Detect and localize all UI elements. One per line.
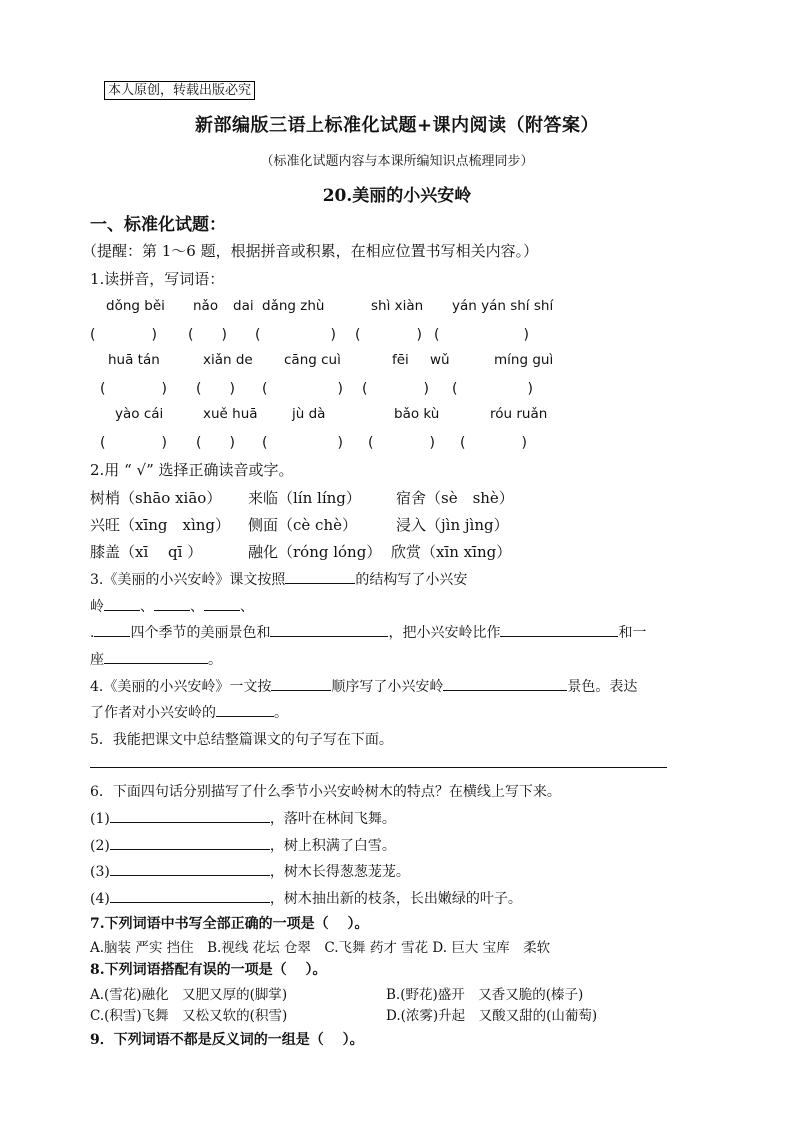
q6-prompt: 6．下面四句话分别描写了什么季节小兴安岭树木的特点？在横线上写下来。 [90,784,561,800]
answer-blank[interactable]: ( ) [355,327,422,343]
pinyin: cāng cuì [284,352,341,368]
fill-blank[interactable] [443,676,567,691]
document-title: 新部编版三语上标准化试题+课内阅读（附答案） [194,115,600,136]
answer-blank[interactable]: ( ) [90,327,157,343]
pinyin: yào cái [115,406,164,422]
reminder-note: （提醒：第 1～6 题，根据拼音或积累，在相应位置书写相关内容。） [82,242,539,260]
q1-prompt: 1.读拼音，写词语： [90,270,225,288]
fill-blank[interactable] [271,676,331,691]
pinyin: róu ruǎn [490,406,548,422]
fill-blank[interactable] [94,622,130,637]
lesson-title: 20.美丽的小兴安岭 [322,186,472,206]
pinyin: xuě huā [203,406,258,422]
fill-blank[interactable] [110,808,270,823]
fill-blank[interactable] [110,835,270,850]
fill-blank[interactable] [104,649,208,664]
answer-blank[interactable]: ( ) [255,327,336,343]
q2-choice[interactable]: 欣赏（xīn xīng） [391,543,512,561]
q2-choice[interactable]: 宿舍（sè shè） [396,489,514,507]
answer-blank[interactable]: ( ) [368,435,435,451]
pinyin: dǎng zhù [262,298,325,314]
q6-item: (4) ，树木抽出新的枝条，长出嫩绿的叶子。 [90,888,522,908]
q2-choice[interactable]: 兴旺（xīng xìng） [90,516,231,534]
q9-prompt: 9．下列词语不都是反义词的一组是（ ）。 [90,1032,364,1048]
fill-blank[interactable] [110,888,270,903]
fill-blank[interactable] [204,596,240,611]
answer-blank[interactable]: ( ) [362,381,429,397]
pinyin: dai [233,298,254,314]
q2-choice[interactable]: 浸入（jìn jìng） [396,516,509,534]
pinyin: nǎo [193,298,219,314]
answer-blank[interactable]: ( ) [262,435,343,451]
answer-blank[interactable]: ( ) [196,381,235,397]
pinyin: fēi [392,352,409,368]
document-subtitle: （标准化试题内容与本课所编知识点梳理同步） [260,154,534,169]
q2-choice[interactable]: 侧面（cè chè） [248,516,357,534]
copyright-stamp: 本人原创，转载出版必究 [104,81,255,100]
pinyin: jù dà [292,406,326,422]
q2-choice[interactable]: 融化（róng lóng） [248,543,382,561]
pinyin: xiǎn de [203,352,253,368]
pinyin: wǔ [430,352,450,368]
pinyin: yán yán shí shí [452,298,554,314]
answer-blank[interactable]: ( ) [262,381,343,397]
q2-choice[interactable]: 膝盖（xī qī ） [90,543,203,561]
answer-blank[interactable]: ( ) [100,435,167,451]
q3-line4: 座 。 [90,649,222,669]
answer-blank[interactable]: ( ) [434,327,529,343]
q2-choice[interactable]: 树梢（shāo xiāo） [90,489,222,507]
q3-line3: . 四个季节的美丽景色和 ，把小兴安岭比作 和一 [90,622,646,642]
fill-blank[interactable] [500,622,618,637]
fill-blank[interactable] [110,861,270,876]
q2-choice[interactable]: 来临（lín líng） [248,489,361,507]
q8-option-a[interactable]: A.(雪花)融化 又肥又厚的(脚掌) [90,987,288,1003]
fill-blank[interactable] [270,622,388,637]
fill-blank[interactable] [104,596,140,611]
fill-blank[interactable] [285,569,355,584]
q3-line1: 3.《美丽的小兴安岭》课文按照 的结构写了小兴安 [90,569,467,589]
pinyin: dǒng běi [106,298,165,314]
q6-item: (2) ，树上积满了白雪。 [90,835,396,855]
answer-blank[interactable]: ( ) [460,435,527,451]
q5-prompt: 5．我能把课文中总结整篇课文的句子写在下面。 [90,732,393,748]
q2-prompt: 2.用 “ √” 选择正确读音或字。 [90,461,294,479]
q3-line2: 岭 、 、 、 [90,596,254,616]
answer-blank[interactable]: ( ) [452,381,533,397]
q6-item: (3) ，树木长得葱葱茏茏。 [90,861,410,881]
answer-blank[interactable]: ( ) [100,381,167,397]
q8-option-d[interactable]: D.(浓雾)升起 又酸又甜的(山葡萄) [386,1008,598,1024]
pinyin: bǎo kù [394,406,440,422]
q8-option-b[interactable]: B.(野花)盛开 又香又脆的(榛子) [386,987,584,1003]
q4-line2: 了作者对小兴安岭的 。 [90,702,288,722]
q6-item: (1) ，落叶在林间飞舞。 [90,808,396,828]
section-heading: 一、标准化试题： [90,215,226,235]
pinyin: shì xiàn [371,298,424,314]
fill-blank[interactable] [154,596,190,611]
answer-blank[interactable]: ( ) [188,327,227,343]
q7-prompt: 7.下列词语中书写全部正确的一项是（ ）。 [90,916,369,932]
q4-line1: 4.《美丽的小兴安岭》一文按 顺序写了小兴安岭 景色。表达 [90,676,637,696]
pinyin: míng guì [494,352,554,368]
answer-blank[interactable]: ( ) [196,435,235,451]
q7-options[interactable]: A.脑装 严实 挡住 B.视线 花坛 仓翠 C.飞舞 药才 雪花 D. 巨大 宝库 柔软 [90,940,551,956]
answer-line[interactable] [90,767,667,768]
fill-blank[interactable] [216,702,274,717]
q8-prompt: 8.下列词语搭配有误的一项是（ ）。 [90,962,327,978]
q8-option-c[interactable]: C.(积雪)飞舞 又松又软的(积雪) [90,1008,288,1024]
pinyin: huā tán [108,352,160,368]
